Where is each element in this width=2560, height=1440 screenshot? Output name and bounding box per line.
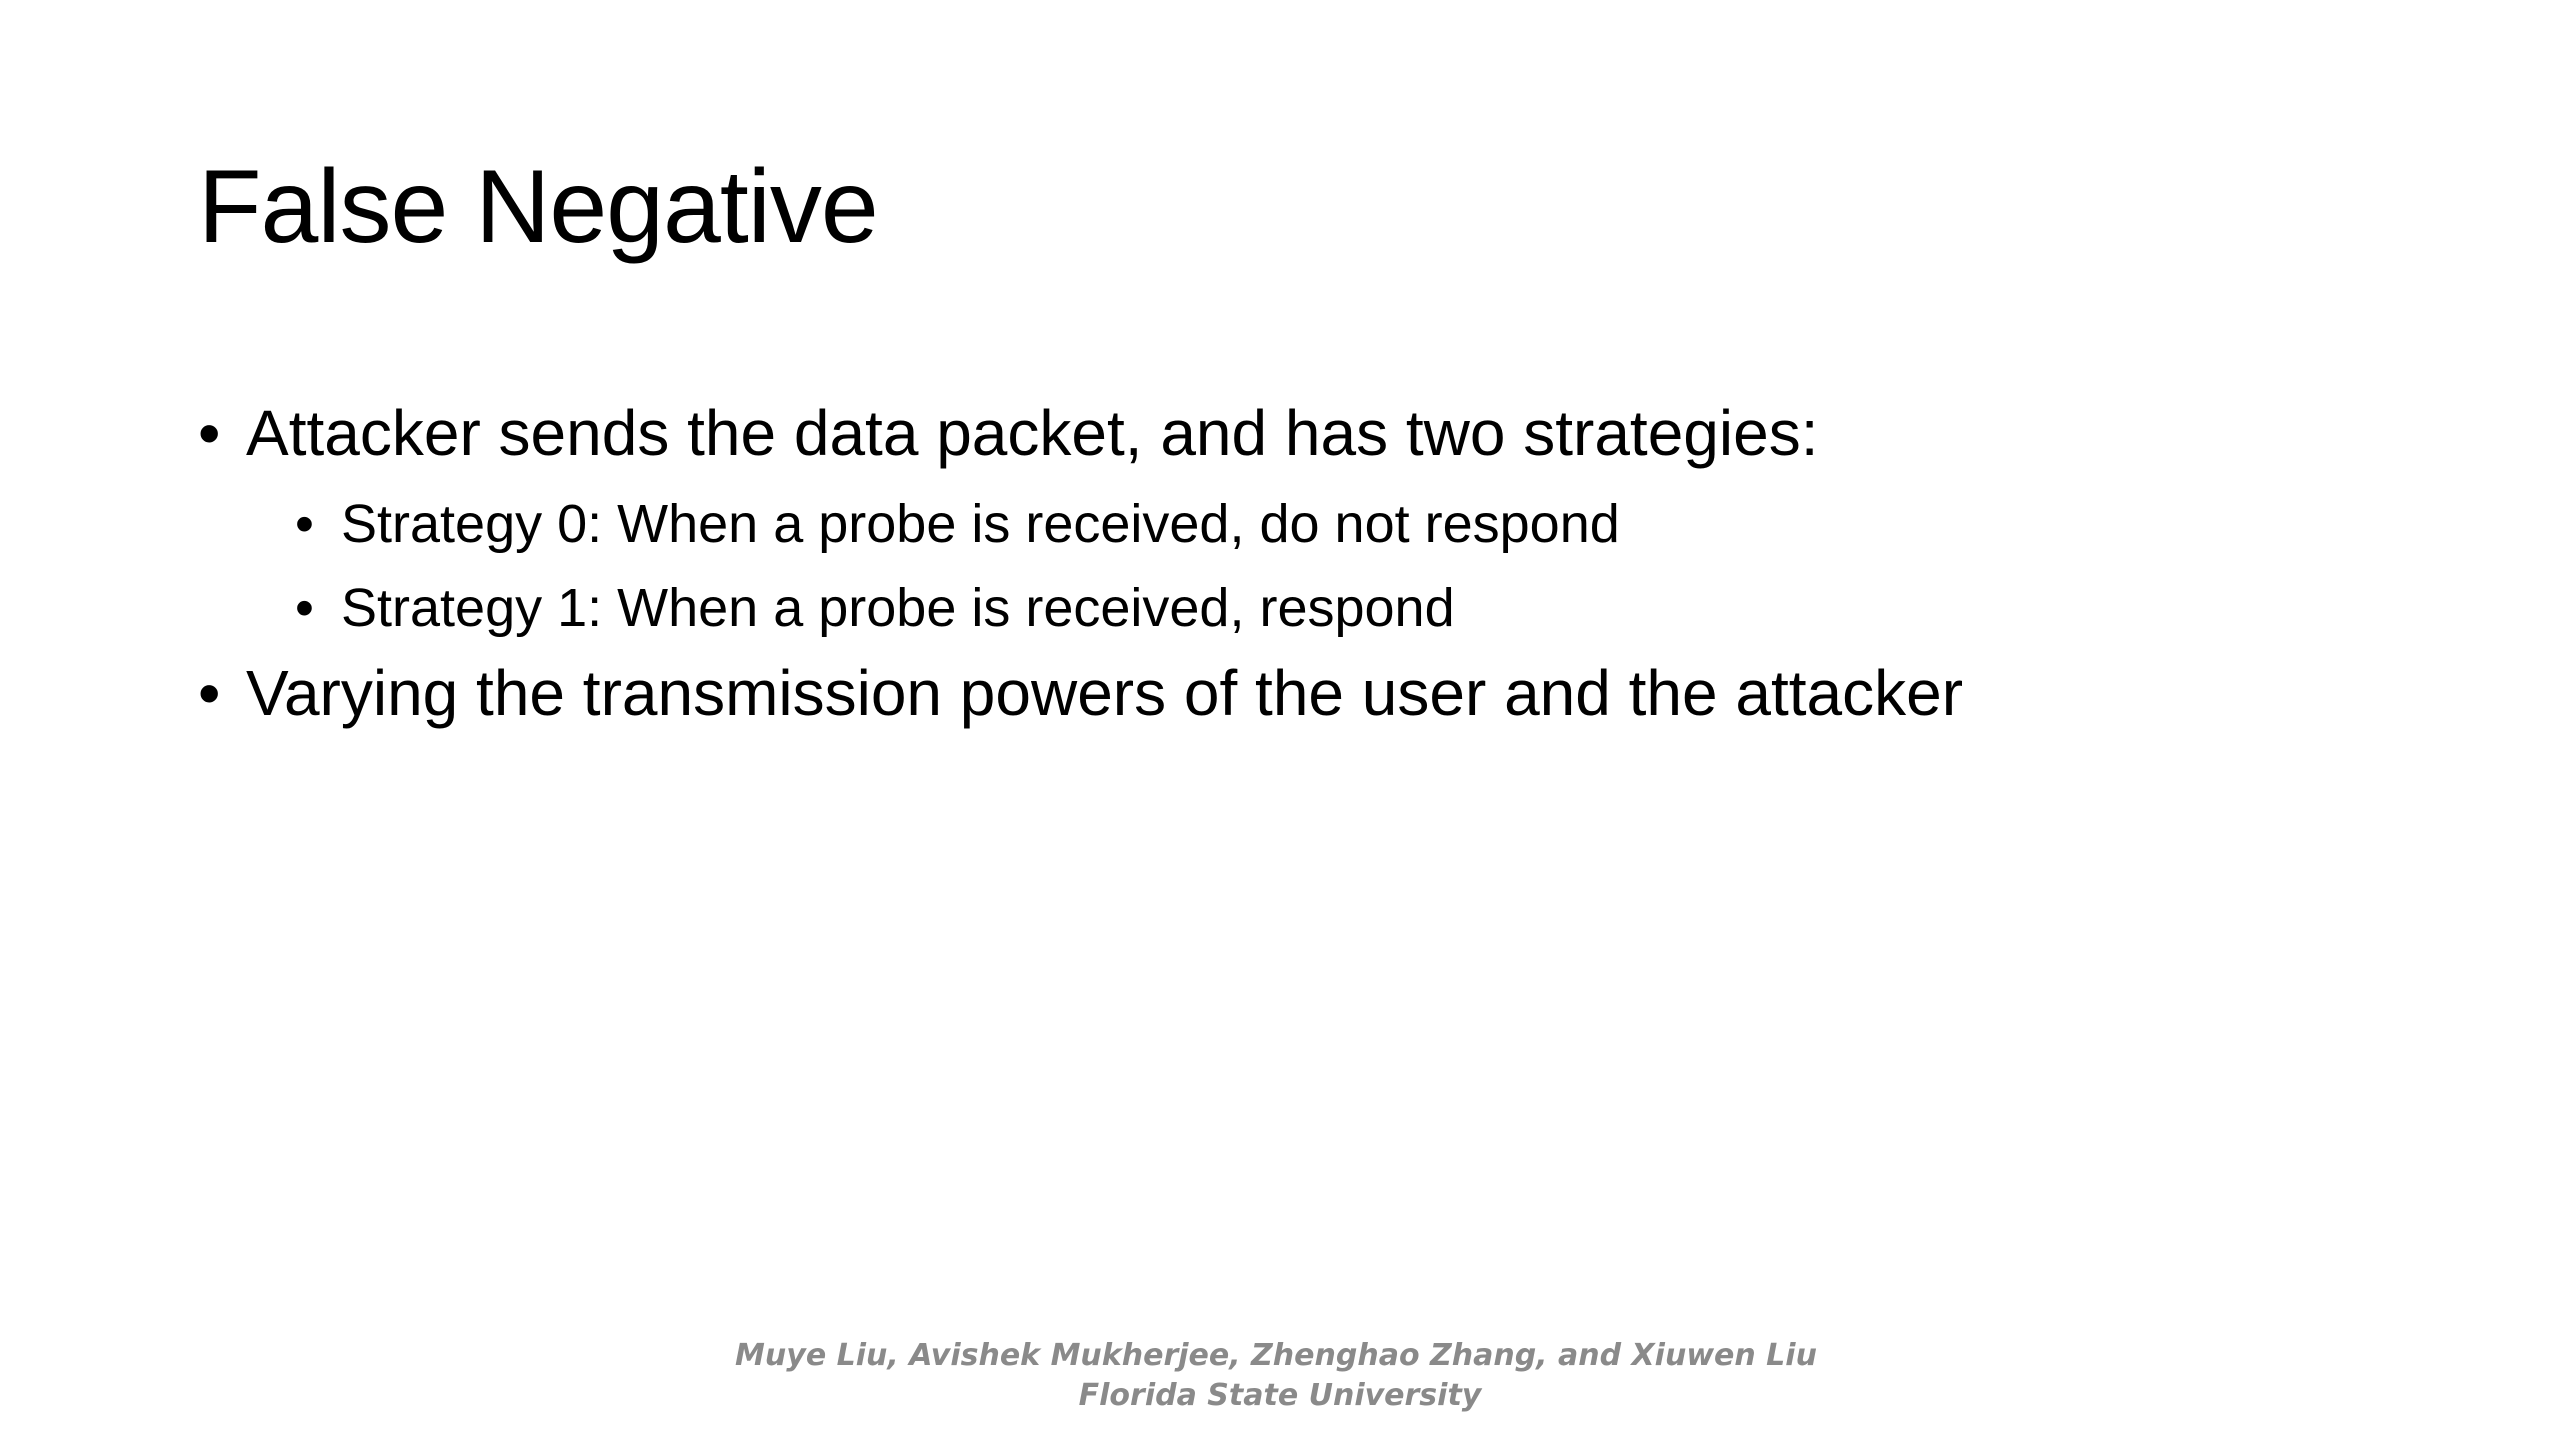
bullet-text: Varying the transmission powers of the user and the attacker [246,657,1964,729]
slide-title: False Negative [198,149,878,265]
bullet-item [198,650,2398,736]
slide-footer [0,1336,2560,1416]
bullet-icon: • [198,397,221,469]
bullet-icon: • [198,657,221,729]
sub-bullet-item [295,482,2398,566]
footer-authors: Muye Liu, Avishek Mukherjee, Zhenghao Zhang, and Xiuwen Liu [735,1338,1817,1373]
bullet-item [198,390,2398,476]
bullet-text: Attacker sends the data packet, and has two strategies: [246,397,1819,469]
sub-bullet-item [295,566,2398,650]
sub-bullet-text: Strategy 1: When a probe is received, respond [341,578,1455,638]
bullet-icon: • [295,578,314,638]
bullet-list [198,390,2398,742]
sub-bullet-text: Strategy 0: When a probe is received, do not respond [341,494,1620,554]
bullet-icon: • [295,494,314,554]
footer-institution: Florida State University [1078,1378,1482,1413]
